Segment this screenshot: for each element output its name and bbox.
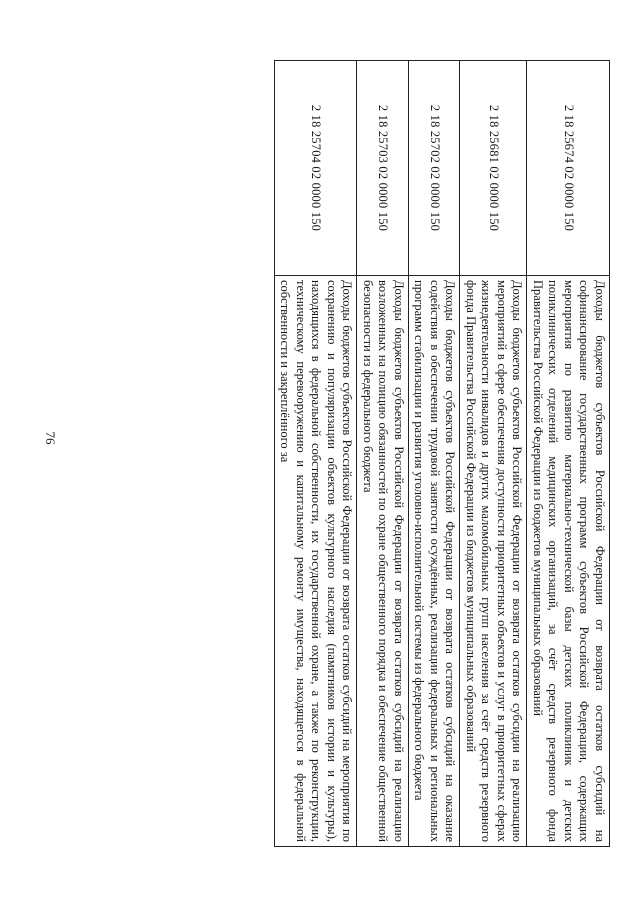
income-description: Доходы бюджетов субъектов Российской Федерации от возврата остатков субсидий на мероприятия по сохранению и популяризации объектов культурного наследия (памятников истории и культуры), находящихся в федеральной собственности, их государственной охране, а также по реконструкции, техническому перевооружению и капитальному ремонту имущества, находящегося в федеральной собственности и закреплённого за — [275, 276, 358, 847]
budget-code: 2 18 25702 02 0000 150 — [409, 61, 461, 276]
budget-code: 2 18 25703 02 0000 150 — [357, 61, 409, 276]
income-description: Доходы бюджетов субъектов Российской Федерации от возврата остатков субсидий на оказание содействия в обеспечении трудовой занятости осуждённых, реализации федеральных и региональных программ стабилизации и развития уголовно-исполнительной системы из федерального бюджета — [409, 276, 461, 847]
table-row — [275, 61, 358, 847]
page-number: 76 — [43, 431, 58, 445]
table-row — [460, 61, 527, 847]
rotated-page-content — [110, 60, 610, 846]
table-row — [409, 61, 461, 847]
budget-code: 2 18 25704 02 0000 150 — [275, 61, 358, 276]
income-description: Доходы бюджетов субъектов Российской Федерации от возврата остатков субсидий на реализацию возложенных на полицию обязанностей по охране общественного порядка и обеспечение общественной безопасности из федерального бюджета — [357, 276, 409, 847]
income-description: Доходы бюджетов субъектов Российской Федерации от возврата остатков субсидии на реализацию мероприятий в сфере обеспечения доступности приоритетных объектов и услуг в приоритетных сферах жизнедеятельности инвалидов и других маломобильных групп населения за счёт средств резервного фонда Правительства Российской Федерации из бюджетов муниципальных образований — [460, 276, 527, 847]
budget-code: 2 18 25681 02 0000 150 — [460, 61, 527, 276]
budget-income-table — [274, 60, 610, 847]
table-row — [357, 61, 409, 847]
income-description: Доходы бюджетов субъектов Российской Федерации от возврата остатков субсидий на софинансирование государственных программ субъектов Российской Федерации, содержащих мероприятия по развитию материально-технической базы детских поликлиник и детских поликлинических отделений медицинских организаций, за счёт средств резервного фонда Правительства Российской Федерации из бюджетов муниципальных образований — [527, 276, 610, 847]
budget-code: 2 18 25674 02 0000 150 — [527, 61, 610, 276]
table-row — [527, 61, 610, 847]
